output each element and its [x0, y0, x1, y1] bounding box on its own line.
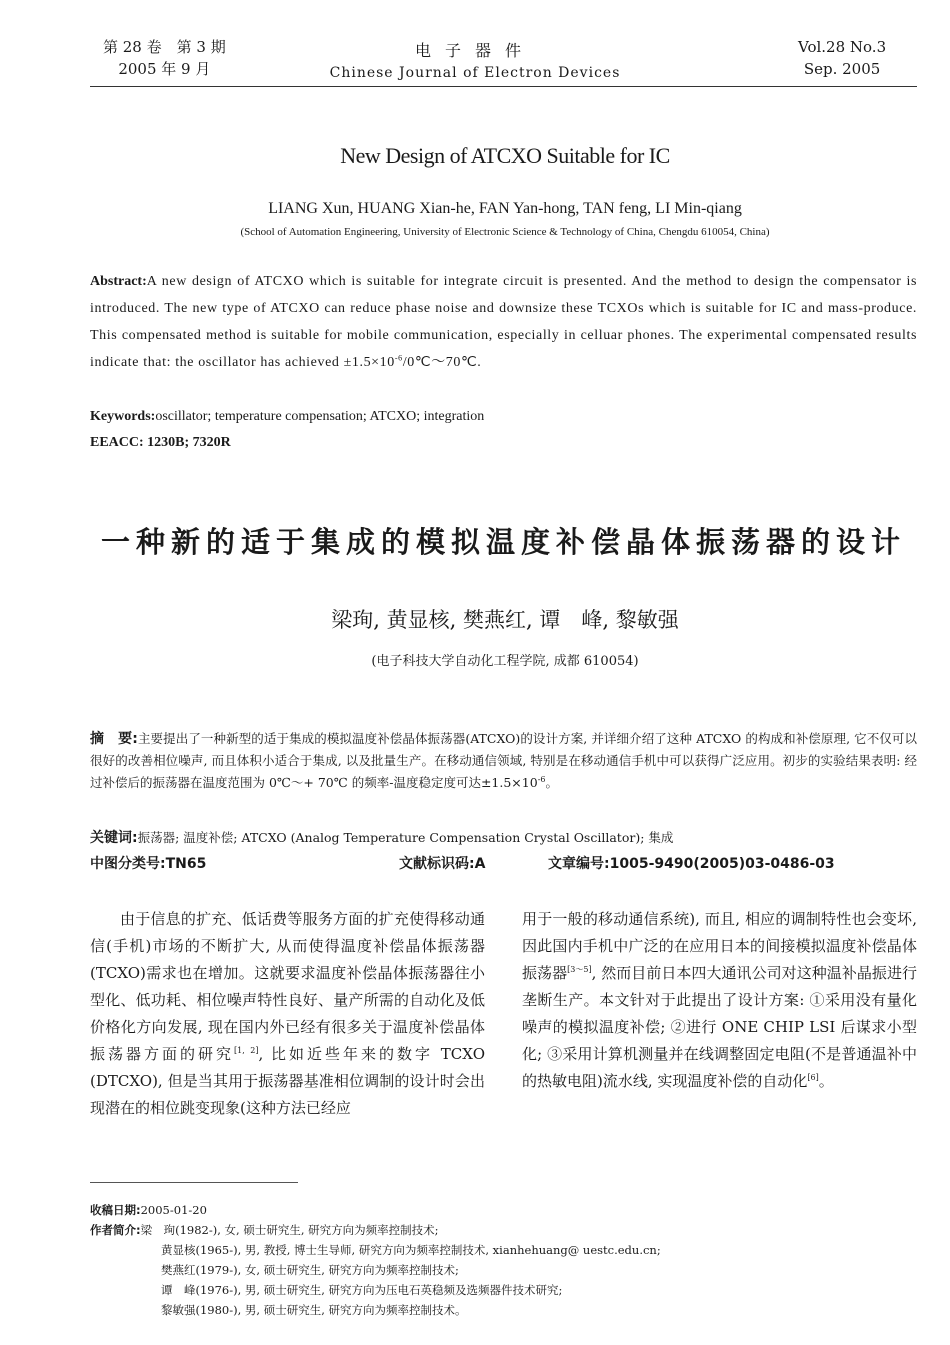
bio-line: 黎敏强(1980-), 男, 硕士研究生, 研究方向为频率控制技术。 [161, 1303, 467, 1317]
english-authors: LIANG Xun, HUANG Xian-he, FAN Yan-hong, TAN feng, LI Min-qiang [268, 200, 742, 217]
bio-line: 梁 珣(1982-), 女, 硕士研究生, 研究方向为频率控制技术; [140, 1223, 439, 1237]
body-text: 。 [818, 1072, 834, 1090]
publication-date-cn: 2005 年 9 月 [118, 60, 211, 78]
received-value: 2005-01-20 [140, 1203, 207, 1217]
eeacc-code: EEACC: 1230B; 7320R [90, 435, 231, 450]
publication-date-en: Sep. 2005 [803, 60, 881, 78]
doc-code-value: A [474, 856, 486, 872]
abstract-text: A new design of ATCXO which is suitable for integrate circuit is presented. And the method to design the compensator is introduced. The new type of ATCXO can reduce phase noise and downsize these TCXOs which is suitable for IC and mass-produce. This compensated method is suitable for mobile communication, especially in celluar phones. The experimental compensated results indicate that: the oscillator has achieved ±1.5×10 [90, 274, 917, 370]
body-text: , 比如近些年来的数字 TCXO (DTCXO), 但是当其用于振荡器基准相位调制的设计时会出现潜在的相位跳变现象(这种方法已经应 [90, 1045, 485, 1117]
english-title: New Design of ATCXO Suitable for IC [340, 143, 670, 168]
english-abstract [90, 268, 917, 376]
abstract-label: Abstract: [90, 274, 147, 289]
chinese-keywords-text: 振荡器; 温度补偿; ATCXO (Analog Temperature Compensation Crystal Oscillator); 集成 [137, 830, 674, 845]
chinese-affiliation: (电子科技大学自动化工程学院, 成都 610054) [371, 654, 639, 669]
chinese-keywords [90, 827, 917, 849]
chinese-abstract [90, 728, 917, 794]
body-column-right [522, 906, 917, 1095]
body-column-left [90, 906, 485, 1122]
body-text: , 然而目前日本四大通讯公司对这种温补晶振进行垄断生产。本文针对于此提出了设计方案: ①采用没有量化噪声的模拟温度补偿; ②进行 ONE CHIP LSI 后谋求小型化; ③采用计算机测量并在线调整固定电阻(不是普通温补中的热敏电阻)流水线, 实现温度补偿的自动化 [522, 964, 917, 1090]
chinese-abstract-label: 摘 要: [90, 731, 138, 747]
journal-volume-issue-en [798, 36, 886, 80]
received-label: 收稿日期: [90, 1203, 141, 1217]
footnote-rule [90, 1182, 298, 1183]
clc-value: TN65 [165, 856, 207, 872]
abstract-exponent: -6 [394, 353, 403, 363]
chinese-keywords-label: 关键词: [90, 830, 138, 846]
doc-code-label: 文献标识码: [399, 856, 475, 872]
article-number [548, 853, 835, 875]
abstract-tail: /0℃～70℃. [402, 355, 482, 370]
clc-number [90, 853, 206, 875]
header-rule [90, 86, 917, 87]
body-text: 用于一般的移动通信系统), 而且, 相应的调制特性也会变坏, 因此国内手机中广泛的在应用日本的间接模拟温度补偿晶体振荡器 [522, 910, 917, 982]
journal-name-cn: 电子器件 [414, 41, 535, 60]
footnote [90, 1200, 917, 1320]
volume-issue: 第 28 卷 第 3 期 [103, 38, 226, 56]
journal-volume-issue [103, 36, 226, 80]
english-keywords [90, 406, 917, 428]
chinese-abstract-exponent: -6 [537, 774, 546, 784]
document-code [399, 853, 485, 875]
citation: [3～5] [567, 965, 592, 974]
keywords-text: oscillator; temperature compensation; ATCXO; integration [155, 409, 485, 424]
citation: [1, 2] [234, 1046, 259, 1055]
bio-line: 樊燕红(1979-), 女, 硕士研究生, 研究方向为频率控制技术; [161, 1263, 459, 1277]
clc-label: 中图分类号: [90, 856, 166, 872]
bio-label: 作者简介: [90, 1223, 141, 1237]
chinese-title: 一种新的适于集成的模拟温度补偿晶体振荡器的设计 [100, 525, 906, 559]
body-paragraph [90, 906, 485, 1122]
bio-line: 谭 峰(1976-), 男, 硕士研究生, 研究方向为压电石英稳频及选频器件技术研究; [161, 1283, 563, 1297]
chinese-authors: 梁珣, 黄显核, 樊燕红, 谭 峰, 黎敏强 [331, 608, 679, 632]
received-date [90, 1200, 917, 1220]
article-no-value: 1005-9490(2005)03-0486-03 [609, 856, 835, 872]
chinese-abstract-text: 主要提出了一种新型的适于集成的模拟温度补偿晶体振荡器(ATCXO)的设计方案, 并详细介绍了这种 ATCXO 的构成和补偿原理, 它不仅可以很好的改善相位噪声, 而且体积小适合于集成, 以及批量生产。在移动通信领域, 特别是在移动通信手机中可以获得广泛应用。初步的实验结果表明: 经过补偿后的振荡器在温度范围为 0℃～+ 70℃ 的频率-温度稳定度可达±1.5×10 [90, 731, 917, 790]
body-paragraph [522, 906, 917, 1095]
journal-name [275, 40, 675, 84]
author-bio-first [90, 1220, 917, 1240]
citation: [6] [807, 1073, 819, 1082]
chinese-abstract-tail: 。 [545, 775, 558, 790]
body-text: 由于信息的扩充、低话费等服务方面的扩充使得移动通信(手机)市场的不断扩大, 从而使得温度补偿晶体振荡器(TCXO)需求也在增加。这就要求温度补偿晶体振荡器往小型化、低功耗、相位噪声特性良好、量产所需的自动化及低价格化方向发展, 现在国内外已经有很多关于温度补偿晶体振荡器方面的研究 [90, 910, 485, 1063]
bio-line: 黄显核(1965-), 男, 教授, 博士生导师, 研究方向为频率控制技术, xianhehuang@ uestc.edu.cn; [161, 1243, 661, 1257]
journal-name-en: Chinese Journal of Electron Devices [329, 65, 621, 81]
volume-issue-en: Vol.28 No.3 [798, 38, 887, 56]
english-affiliation: (School of Automation Engineering, University of Electronic Science & Technology of China, Chengdu 610054, China) [240, 226, 770, 238]
keywords-label: Keywords: [90, 409, 156, 424]
article-no-label: 文章编号: [548, 856, 610, 872]
